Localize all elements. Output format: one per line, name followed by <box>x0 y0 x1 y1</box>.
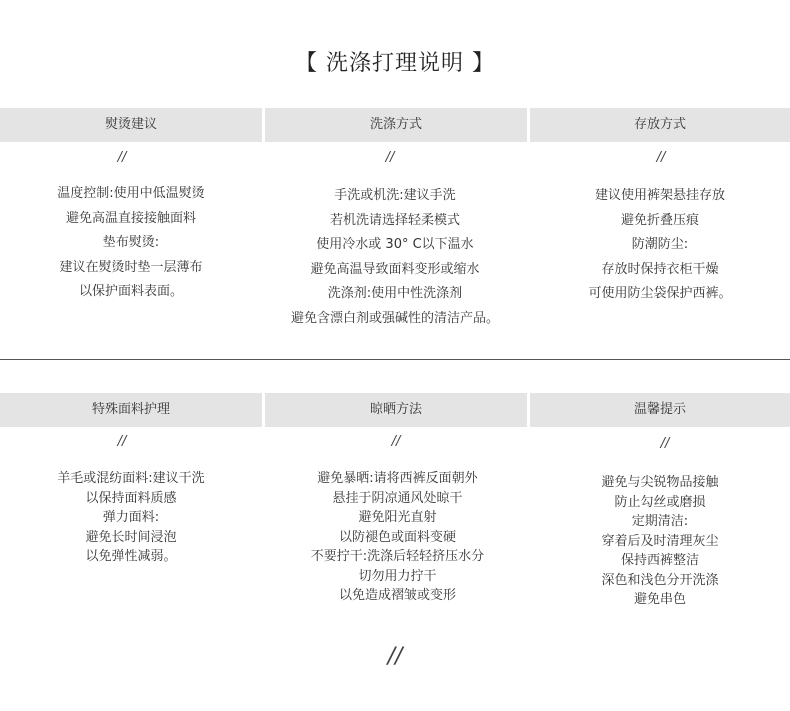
text-line: 可使用防尘袋保护西裤。 <box>588 286 732 301</box>
text-line: 手洗或机洗:建议手洗 <box>334 188 456 203</box>
heading-special-fabric: 特殊面料护理 <box>0 393 262 427</box>
text-line: 避免暴晒:请将西裤反面朝外 <box>317 471 478 486</box>
special-fabric-text <box>0 469 262 567</box>
storage-text <box>530 184 790 307</box>
bottom-separator-mark: // <box>387 644 403 669</box>
heading-ironing: 熨烫建议 <box>0 108 262 142</box>
drying-text <box>255 469 540 606</box>
text-line: 避免折叠压痕 <box>620 212 699 228</box>
text-line: 避免串色 <box>633 592 686 607</box>
text-line: 避免含漂白剂或强碱性的清洁产品。 <box>290 310 499 326</box>
separator-mark: // <box>656 150 666 165</box>
separator-mark: // <box>391 434 401 449</box>
text-line: 防止勾丝或磨损 <box>614 494 706 510</box>
text-line: 以保持面料质感 <box>85 490 177 506</box>
text-line: 穿着后及时清理灰尘 <box>601 533 719 549</box>
text-line: 避免高温直接接触面料 <box>65 210 196 226</box>
washing-text <box>255 184 535 331</box>
text-line: 存放时保持衣柜干燥 <box>601 261 719 277</box>
text-line: 垫布熨烫: <box>102 235 160 250</box>
separator-mark: // <box>385 150 395 165</box>
text-line: 悬挂于阴凉通风处晾干 <box>332 490 463 506</box>
text-line: 以免弹性减弱。 <box>85 549 177 564</box>
top-header-row <box>0 108 790 142</box>
text-line: 建议使用裤架悬挂存放 <box>594 188 725 203</box>
ironing-text <box>0 182 262 305</box>
text-line: 切勿用力拧干 <box>358 568 437 584</box>
separator-mark: // <box>117 150 127 165</box>
text-line: 弹力面料: <box>102 510 160 525</box>
text-line: 以免造成褶皱或变形 <box>338 588 456 603</box>
text-line: 以保护面料表面。 <box>78 284 183 299</box>
text-line: 洗涤剂:使用中性洗涤剂 <box>327 286 463 301</box>
tips-text <box>530 473 790 610</box>
heading-storage: 存放方式 <box>530 108 790 142</box>
text-line: 避免与尖锐物品接触 <box>601 475 719 490</box>
text-line: 建议在熨烫时垫一层薄布 <box>59 259 203 275</box>
separator-mark: // <box>660 436 670 451</box>
text-line: 保持西裤整洁 <box>620 553 699 568</box>
heading-washing: 洗涤方式 <box>265 108 527 142</box>
text-line: 若机洗请选择轻柔模式 <box>329 212 460 228</box>
text-line: 定期清洁: <box>631 514 689 529</box>
text-line: 防潮防尘: <box>631 237 689 252</box>
text-line: 深色和浅色分开洗涤 <box>601 572 719 588</box>
text-line: 避免长时间浸泡 <box>85 529 177 545</box>
section-divider <box>0 359 790 360</box>
text-line: 使用冷水或 30° C以下温水 <box>316 237 474 252</box>
text-line: 以防褪色或面料变硬 <box>338 529 456 545</box>
heading-drying: 晾晒方法 <box>265 393 527 427</box>
text-line: 避免高温导致面料变形或缩水 <box>310 261 480 277</box>
text-line: 不要拧干:洗涤后轻轻挤压水分 <box>310 549 485 564</box>
bottom-header-row <box>0 393 790 427</box>
heading-tips: 温馨提示 <box>530 393 790 427</box>
separator-mark: // <box>117 434 127 449</box>
text-line: 避免阳光直射 <box>358 510 437 525</box>
text-line: 羊毛或混纺面料:建议干洗 <box>57 471 205 486</box>
text-line: 温度控制:使用中低温熨烫 <box>57 186 205 201</box>
page-title: 【 洗涤打理说明 】 <box>295 51 495 76</box>
